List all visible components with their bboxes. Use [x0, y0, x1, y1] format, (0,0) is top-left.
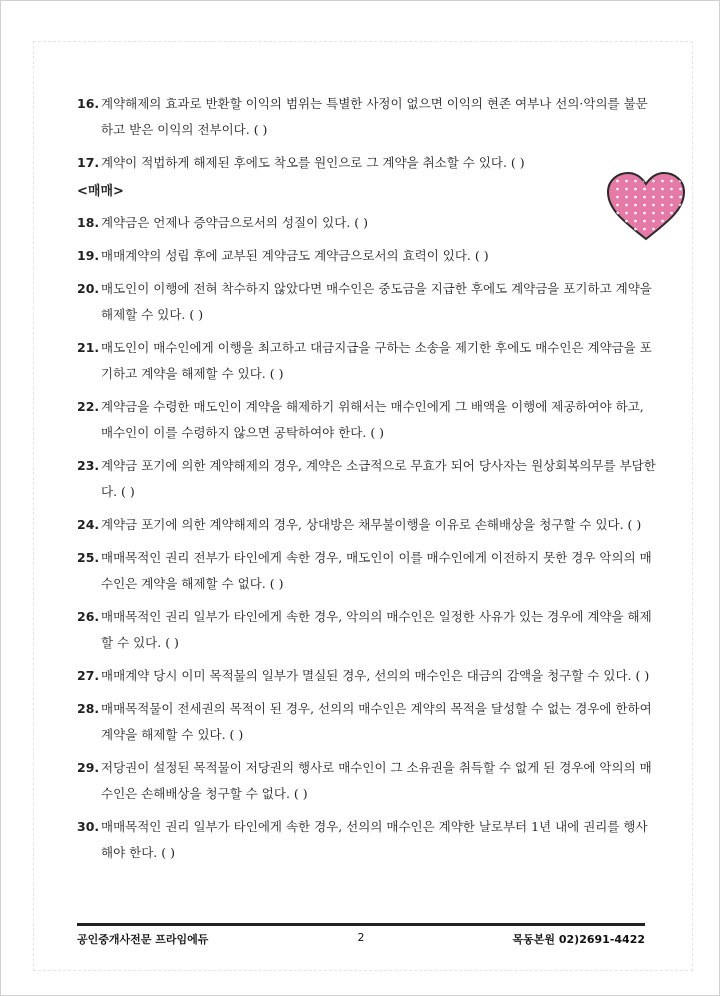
section-heading: <매매>: [77, 184, 124, 199]
question-item: [77, 814, 657, 866]
question-text: 매매목적물이 전세권의 목적이 된 경우, 선의의 매수인은 계약의 목적을 달성할 수 없는 경우에 한하여 계약을 해제할 수 있다. ( ): [101, 701, 652, 742]
question-item: [77, 453, 657, 505]
question-item: [77, 276, 657, 328]
question-number: 27.: [77, 668, 100, 683]
question-number: 19.: [77, 248, 100, 263]
question-number: 18.: [77, 215, 100, 230]
footer-divider: [77, 923, 645, 926]
question-text: 매매계약 당시 이미 목적물의 일부가 멸실된 경우, 선의의 매수인은 대금의 감액을 청구할 수 있다. ( ): [101, 668, 650, 683]
heart-icon: [605, 171, 687, 243]
question-item: [77, 696, 657, 748]
question-item: [77, 335, 657, 387]
question-item: [77, 755, 657, 807]
question-text: 매매목적인 권리 일부가 타인에게 속한 경우, 악의의 매수인은 일정한 사유가 있는 경우에 계약을 해제할 수 있다. ( ): [101, 609, 652, 650]
question-text: 계약금은 언제나 증약금으로서의 성질이 있다. ( ): [101, 215, 368, 230]
question-number: 25.: [77, 550, 100, 565]
question-text: 매도인이 이행에 전혀 착수하지 않았다면 매수인은 중도금을 지급한 후에도 계약금을 포기하고 계약을 해제할 수 있다. ( ): [101, 281, 652, 322]
question-number: 16.: [77, 96, 100, 111]
question-number: 30.: [77, 819, 100, 834]
question-text: 매매목적인 권리 일부가 타인에게 속한 경우, 선의의 매수인은 계약한 날로부터 1년 내에 권리를 행사해야 한다. ( ): [101, 819, 648, 860]
question-text: 계약금 포기에 의한 계약해제의 경우, 상대방은 채무불이행을 이유로 손해배상을 청구할 수 있다. ( ): [101, 517, 642, 532]
question-number: 17.: [77, 155, 100, 170]
question-text: 저당권이 설정된 목적물이 저당권의 행사로 매수인이 그 소유권을 취득할 수 없게 된 경우에 악의의 매수인은 손해배상을 청구할 수 없다. ( ): [101, 760, 652, 801]
question-item: [77, 604, 657, 656]
question-number: 26.: [77, 609, 100, 624]
question-number: 20.: [77, 281, 100, 296]
question-text: 매매계약의 성립 후에 교부된 계약금도 계약금으로서의 효력이 있다. ( ): [101, 248, 489, 263]
question-text: 매도인이 매수인에게 이행을 최고하고 대금지급을 구하는 소송을 제기한 후에도 매수인은 계약금을 포기하고 계약을 해제할 수 있다. ( ): [101, 340, 652, 381]
page-footer: [77, 931, 645, 947]
question-item: [77, 91, 657, 143]
question-number: 24.: [77, 517, 100, 532]
question-text: 계약이 적법하게 해제된 후에도 착오를 원인으로 그 계약을 취소할 수 있다. ( ): [101, 155, 525, 170]
question-item: [77, 663, 657, 689]
question-number: 28.: [77, 701, 100, 716]
question-text: 계약해제의 효과로 반환할 이익의 범위는 특별한 사정이 없으면 이익의 현존 여부나 선의·악의를 불문하고 받은 이익의 전부이다. ( ): [101, 96, 648, 137]
question-item: [77, 243, 657, 269]
question-text: 매매목적인 권리 전부가 타인에게 속한 경우, 매도인이 이를 매수인에게 이전하지 못한 경우 악의의 매수인은 계약을 해제할 수 없다. ( ): [101, 550, 652, 591]
question-list: [77, 91, 657, 873]
question-text: 계약금을 수령한 매도인이 계약을 해제하기 위해서는 매수인에게 그 배액을 이행에 제공하여야 하고, 매수인이 이를 수령하지 않으면 공탁하여야 한다. ( ): [101, 399, 644, 440]
question-item: [77, 545, 657, 597]
question-number: 23.: [77, 458, 100, 473]
footer-publisher: 공인중개사전문 프라임에듀: [77, 933, 209, 946]
question-text: 계약금 포기에 의한 계약해제의 경우, 계약은 소급적으로 무효가 되어 당사자는 원상회복의무를 부담한다. ( ): [101, 458, 656, 499]
page-number: 2: [357, 931, 365, 944]
question-number: 29.: [77, 760, 100, 775]
question-item: [77, 210, 657, 236]
question-item: [77, 512, 657, 538]
question-item: [77, 150, 657, 176]
question-number: 22.: [77, 399, 100, 414]
question-number: 21.: [77, 340, 100, 355]
footer-contact: 목동본원 02)2691-4422: [512, 933, 645, 946]
question-item: [77, 394, 657, 446]
